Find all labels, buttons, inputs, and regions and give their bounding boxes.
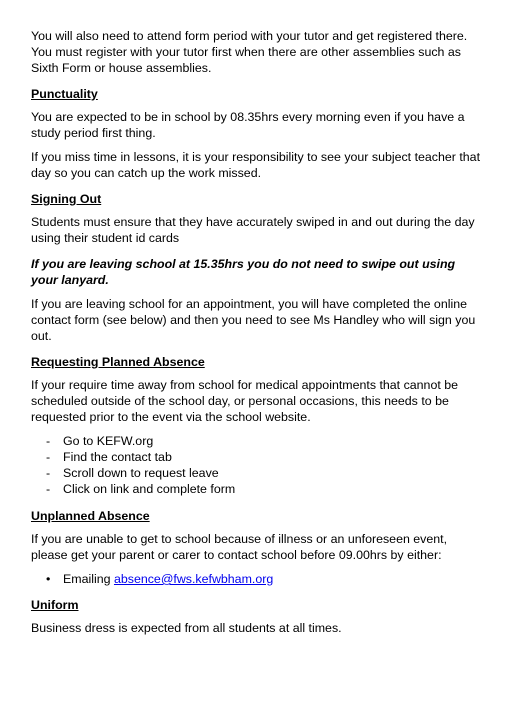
unplanned-absence-heading: Unplanned Absence: [31, 509, 150, 523]
method-label: Emailing: [63, 572, 114, 586]
dash-marker: -: [46, 434, 51, 448]
uniform-paragraph: Business dress is expected from all students at all times.: [31, 621, 342, 635]
contact-methods: [31, 571, 481, 587]
unplanned-absence-paragraph: If you are unable to get to school because of illness or an unforeseen event, please get your parent or carer to contact school before 09.00hrs by either:: [31, 532, 448, 562]
signing-out-emphasis: If you are leaving school at 15.35hrs you do not need to swipe out using your lanyard.: [31, 257, 456, 287]
signing-out-paragraph-2: If you are leaving school for an appointment, you will have completed the online contact form (see below) and then you need to see Ms Handley who will sign you out.: [31, 297, 476, 343]
planned-absence-heading: Requesting Planned Absence: [31, 355, 205, 369]
step-text: Click on link and complete form: [63, 482, 236, 496]
signing-out-paragraph-1: Students must ensure that they have accurately swiped in and out during the day using their student id cards: [31, 215, 475, 245]
step-text: Scroll down to request leave: [63, 466, 219, 480]
step-text: Go to KEFW.org: [63, 434, 154, 448]
punctuality-paragraph-2: If you miss time in lessons, it is your responsibility to see your subject teacher that day so you can catch up the work missed.: [31, 150, 481, 180]
dash-marker: -: [46, 466, 51, 480]
document-page: [31, 28, 481, 636]
intro-paragraph: You will also need to attend form period with your tutor and get registered there. You must register with your tutor first when there are other assemblies such as Sixth Form or house assemblies.: [31, 29, 468, 75]
dash-marker: -: [46, 482, 51, 496]
list-item: [31, 433, 481, 449]
list-item: [31, 571, 481, 587]
step-text: Find the contact tab: [63, 450, 172, 464]
punctuality-heading: Punctuality: [31, 87, 98, 101]
planned-absence-steps: [31, 433, 481, 497]
bullet-marker: •: [46, 572, 51, 586]
list-item: [31, 481, 481, 497]
uniform-heading: Uniform: [31, 598, 79, 612]
planned-absence-paragraph: If your require time away from school for medical appointments that cannot be scheduled outside of the school day, or personal occasions, this needs to be requested prior to the event via the school website.: [31, 378, 458, 424]
punctuality-paragraph-1: You are expected to be in school by 08.35hrs every morning even if you have a study period first thing.: [31, 110, 465, 140]
list-item: [31, 465, 481, 481]
list-item: [31, 449, 481, 465]
signing-out-heading: Signing Out: [31, 192, 102, 206]
absence-email-link[interactable]: absence@fws.kefwbham.org: [113, 572, 274, 586]
dash-marker: -: [46, 450, 51, 464]
